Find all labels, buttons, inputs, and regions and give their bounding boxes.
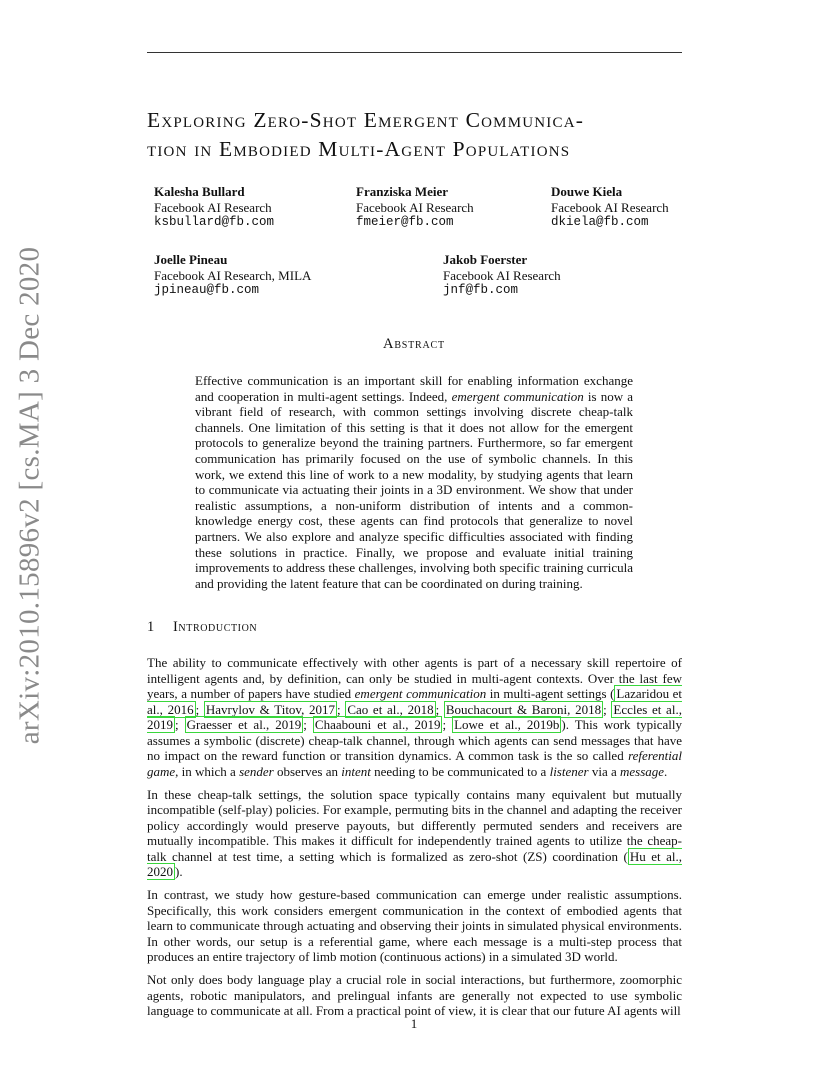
emphasis: emergent communication bbox=[354, 686, 487, 701]
emphasis: intent bbox=[341, 763, 371, 779]
text-span: observes an bbox=[273, 763, 342, 779]
author-email[interactable]: ksbullard@fb.com bbox=[154, 215, 275, 229]
citation-link[interactable]: Bouchacourt & Baroni, 2018 bbox=[445, 701, 602, 717]
title-line-1: Exploring Zero-Shot Emergent Communica- bbox=[147, 108, 585, 132]
section-heading bbox=[147, 619, 257, 636]
citation-link[interactable]: Eccles et al., 2019 bbox=[147, 701, 682, 732]
author-name: Jakob Foerster bbox=[443, 252, 528, 267]
author-email[interactable]: jpineau@fb.com bbox=[154, 283, 260, 297]
paragraph: In contrast, we study how gesture-based communication can emerge under realistic assumptions. Specifically, this work considers emergent communication in the context of embodied agents that learn to communicate through actuating and observing their joints in simulated physical environments. In other words, our setup is a referential game, where each message is a multi-step process that produces an entire trajectory of limb motion (continuous actions) in a simulated 3D world. bbox=[147, 887, 682, 964]
paragraph: Not only does body language play a crucial role in social interactions, but furthermore, zoomorphic agents, robotic manipulators, and prelingual infants are generally not expected to use symbolic language to communicate at all. From a practical point of view, it is clear that our future AI agents will bbox=[147, 972, 682, 1018]
abstract-heading: Abstract bbox=[383, 336, 445, 352]
author-block bbox=[443, 252, 561, 299]
author-affiliation: Facebook AI Research bbox=[356, 199, 474, 215]
title-line-2: tion in Embodied Multi-Agent Populations bbox=[147, 137, 571, 161]
citation-link[interactable]: Chaabouni et al., 2019 bbox=[314, 717, 441, 732]
emphasis: sender bbox=[239, 763, 274, 779]
author-block bbox=[551, 184, 669, 231]
citation-link[interactable]: Lazaridou et al., 2016 bbox=[147, 686, 683, 717]
abstract-text bbox=[195, 373, 633, 591]
header-rule bbox=[147, 52, 682, 53]
text-span: In these cheap-talk settings, the solution space typically contains many equivalent but mutually incompatible (self-play) policies. For example, permuting bits in the channel and adapting the receiver policy accordingly would preserve payouts, but differently permuted senders and receivers are mutually incompatible. This makes it difficult for independently trained agents to utilize the cheap-talk channel at test time, a setting which is formalized as zero-shot (ZS) coordination ( bbox=[147, 786, 682, 864]
citation-link[interactable]: Hu et al., 2020 bbox=[147, 848, 682, 879]
abstract-emphasis: emergent communication bbox=[451, 388, 584, 404]
author-affiliation: Facebook AI Research bbox=[551, 199, 669, 215]
author-block bbox=[356, 184, 474, 231]
abstract-span: is now a vibrant field of research, with common settings involving discrete cheap-talk channels. One limitation of this setting is that it does not allow for the emergent protocols to generalize beyond the training partners. Furthermore, so far emergent communication has primarily focused on the use of symbolic channels. In this work, we extend this line of work to a new modality, by studying agents that learn to communicate via actuating their joints in a 3D environment. We show that under realistic assumptions, a non-uniform distribution of intents and a common-knowledge energy cost, these agents can find protocols that generalize to novel partners. We also explore and analyze specific difficulties associated with finding these solutions in practice. Finally, we propose and evaluate initial training improvements to address these challenges, involving both specific training curricula and providing the latent feature that can be coordinated on during training. bbox=[195, 388, 633, 591]
text-span: . bbox=[664, 763, 668, 779]
author-name: Douwe Kiela bbox=[551, 184, 623, 199]
section-title: Introduction bbox=[173, 619, 258, 635]
text-span: in multi-agent settings ( bbox=[486, 686, 615, 701]
abstract-span: Effective communication is an important skill for enabling information exchange and cooperation in multi-agent settings. Indeed, bbox=[195, 373, 633, 404]
arxiv-stamp-text: arXiv:2010.15896v2 [cs.MA] 3 Dec 2020 bbox=[13, 246, 46, 744]
citation-link[interactable]: Cao et al., 2018 bbox=[347, 701, 434, 717]
emphasis: referential game bbox=[147, 748, 682, 779]
text-span: via a bbox=[588, 763, 620, 779]
author-name: Kalesha Bullard bbox=[154, 184, 245, 199]
citation-link[interactable]: Graesser et al., 2019 bbox=[186, 717, 302, 732]
paper-title bbox=[147, 106, 707, 164]
arxiv-stamp bbox=[5, 246, 55, 744]
text-span: ). bbox=[175, 864, 183, 879]
author-block bbox=[154, 184, 274, 231]
author-block bbox=[154, 252, 311, 299]
citation-link[interactable]: Havrylov & Titov, 2017 bbox=[205, 701, 336, 717]
author-affiliation: Facebook AI Research bbox=[154, 199, 272, 215]
text-span: ). This work typically assumes a symbolic (discrete) cheap-talk channel, through which agents can send messages that have no impact on the reward function or transition dynamics. A common task is the so called bbox=[147, 717, 682, 763]
author-email[interactable]: fmeier@fb.com bbox=[356, 215, 454, 229]
emphasis: message bbox=[619, 763, 665, 779]
text-span: , in which a bbox=[175, 763, 240, 779]
page-number: 1 bbox=[410, 1016, 418, 1031]
author-email[interactable]: dkiela@fb.com bbox=[551, 215, 649, 229]
text-span: needing to be communicated to a bbox=[370, 763, 550, 779]
author-name: Franziska Meier bbox=[356, 184, 449, 199]
author-email[interactable]: jnf@fb.com bbox=[443, 283, 519, 297]
text-span: The ability to communicate effectively with other agents is part of a necessary skill repertoire of intelligent agents and, by definition, can only be studied in multi-agent contexts. Over the last few years, a number of papers have studied bbox=[147, 655, 682, 701]
citation-link[interactable]: Lowe et al., 2019b bbox=[454, 717, 560, 732]
author-affiliation: Facebook AI Research, MILA bbox=[154, 267, 312, 283]
emphasis: listener bbox=[549, 763, 589, 779]
body-text bbox=[147, 655, 682, 1026]
paragraph bbox=[147, 787, 682, 880]
author-affiliation: Facebook AI Research bbox=[443, 267, 561, 283]
paragraph: The ability to communicate effectively with other agents is part of a necessary skill repertoire of intelligent agents and, by definition, can only be studied in multi-agent contexts. Over the last few years, a number of papers have studied emergent communication in multi-agent settings ( Lazaridou et al., 2016 ; Havrylov & Titov, 2017 ; Cao et al., 2018 ; Bouchacourt & Baroni, 2018 ; Eccles et al., 2019 ; Graesser et al., 2019 ; Chaabouni et al., 2019 ; Lowe et al., 2019b ). This work typically assumes a symbolic (discrete) cheap-talk channel, through which agents can send messages that have no impact on the reward function or transition dynamics. A common task is the so called referential game, in which a sender observes an intent needing to be communicated to a listener via a message. bbox=[147, 655, 683, 779]
section-number: 1 bbox=[147, 619, 155, 635]
author-name: Joelle Pineau bbox=[154, 252, 228, 267]
